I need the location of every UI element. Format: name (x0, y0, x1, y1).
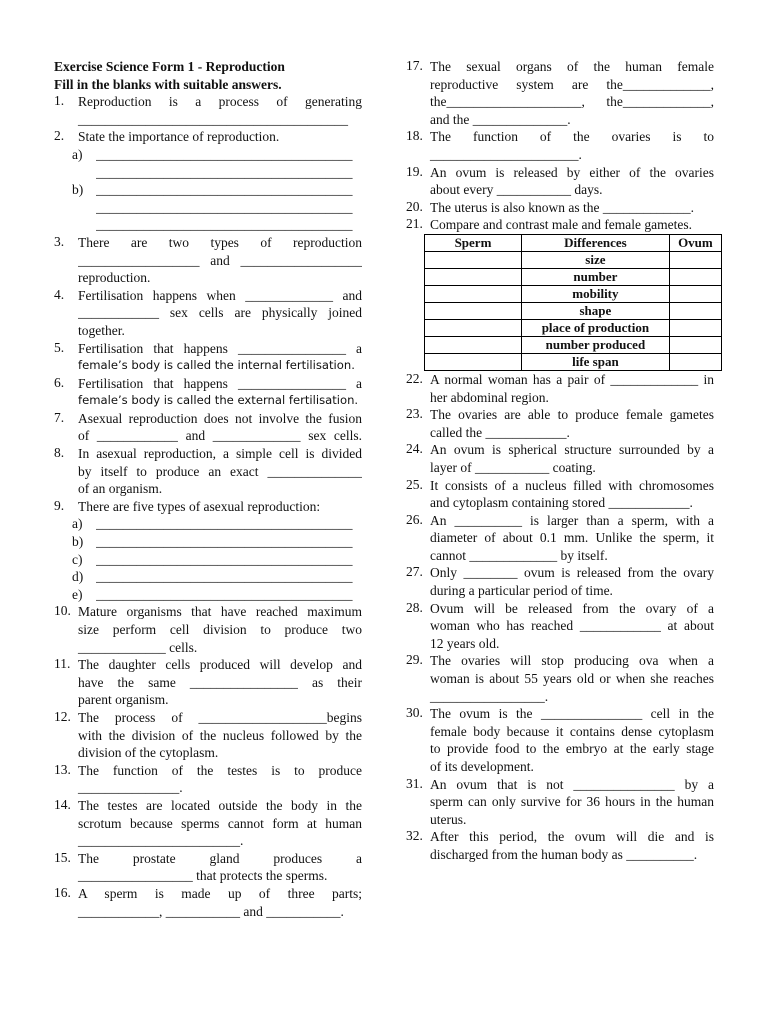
question-11: 11. The daughter cells produced will develop and have the same ________________ as their parent organism. (54, 656, 362, 708)
option-a: a) ______________________________________ (54, 146, 362, 164)
question-5: 5. Fertilisation that happens ________________ a female’s body is called the internal fertilisation. (54, 339, 362, 373)
answer-cell[interactable] (425, 336, 522, 353)
question-7: 7. Asexual reproduction does not involve the fusion of ____________ and _____________ sex cells. (54, 409, 362, 444)
question-26: 26. An __________ is larger than a sperm, with a diameter of about 0.1 mm. Unlike the sperm, it cannot _____________ by itself. (406, 511, 714, 563)
question-19: 19. An ovum is released by either of the ovaries about every ___________ days. (406, 163, 714, 198)
question-4: 4. Fertilisation happens when _____________ and ____________ sex cells are physically joined together. (54, 286, 362, 338)
answer-cell[interactable] (425, 285, 522, 302)
question-12: 12. The process of ___________________begins with the division of the nucleus followed by the division of the cytoplasm. (54, 708, 362, 761)
answer-blank[interactable]: ______________________________________ (96, 164, 353, 180)
answer-cell[interactable] (669, 319, 721, 336)
question-31: 31. An ovum that is not _______________ by a sperm can only survive for 36 hours in the human uterus. (406, 775, 714, 827)
question-25: 25. It consists of a nucleus filled with chromosomes and cytoplasm containing stored ____________. (406, 476, 714, 511)
question-16: 16. A sperm is made up of three parts; ____________, ___________ and ___________. (54, 884, 362, 919)
question-18: 18. The function of the ovaries is to ______________________. (406, 128, 714, 162)
worksheet-title: Exercise Science Form 1 - Reproduction (54, 59, 285, 74)
answer-blank[interactable]: ______________________________________ (96, 586, 353, 602)
answer-blank[interactable]: ______________________________________ (96, 146, 353, 162)
question-8: 8. In asexual reproduction, a simple cell is divided by itself to produce an exact ______________ of an organism. (54, 445, 362, 497)
table-row: number (425, 268, 722, 285)
answer-cell[interactable] (425, 353, 522, 370)
gamete-comparison-table (424, 234, 722, 371)
answer-cell[interactable] (425, 251, 522, 268)
answer-cell[interactable] (669, 268, 721, 285)
answer-blank[interactable]: ______________________________________ (96, 217, 353, 233)
question-1: 1. Reproduction is a process of generating ________________________________________ (54, 93, 362, 127)
table-row: number produced (425, 336, 722, 353)
question-28: 28. Ovum will be released from the ovary of a woman who has reached ____________ at about 12 years old. (406, 599, 714, 651)
question-10: 10. Mature organisms that have reached maximum size perform cell division to produce two _____________ cells. (54, 603, 362, 655)
header-ovum: Ovum (669, 234, 721, 251)
question-22: 22. A normal woman has a pair of _____________ in her abdominal region. (406, 370, 714, 405)
option-e: e) ______________________________________ (54, 586, 362, 604)
header-differences: Differences (522, 234, 670, 251)
question-32: 32. After this period, the ovum will die and is discharged from the human body as __________. (406, 828, 714, 862)
answer-blank[interactable]: ______________________________________ (96, 516, 353, 532)
left-column (54, 58, 362, 920)
table-row: place of production (425, 319, 722, 336)
table-row: mobility (425, 285, 722, 302)
answer-blank[interactable]: ______________________________________ (96, 551, 353, 567)
header-sperm: Sperm (425, 234, 522, 251)
question-15: 15. The prostate gland produces a _________________ that protects the sperms. (54, 849, 362, 884)
answer-cell[interactable] (669, 251, 721, 268)
option-c: c) ______________________________________ (54, 551, 362, 569)
question-30: 30. The ovum is the _______________ cell in the female body because it contains dense cytoplasm to provide food to the embryo at the early stage of its development. (406, 705, 714, 774)
answer-blank[interactable]: ______________________________________ (96, 182, 353, 198)
worksheet-instructions: Fill in the blanks with suitable answers. (54, 76, 282, 92)
option-a: a) ______________________________________ (54, 515, 362, 533)
answer-blank[interactable]: ______________________________________ (96, 199, 353, 215)
question-24: 24. An ovum is spherical structure surrounded by a layer of ___________ coating. (406, 441, 714, 475)
answer-cell[interactable] (425, 319, 522, 336)
right-column (406, 58, 714, 864)
question-20: 20. The uterus is also known as the _____________. (406, 198, 694, 215)
question-9: 9. There are five types of asexual reproduction: (54, 497, 321, 514)
question-3: 3. There are two types of reproduction __________________ and __________________ reproduction. (54, 233, 362, 286)
question-21: 21. Compare and contrast male and female gametes. (406, 216, 693, 233)
answer-blank[interactable]: ________________________________________ (78, 111, 348, 127)
answer-cell[interactable] (425, 268, 522, 285)
table-row: size (425, 251, 722, 268)
answer-cell[interactable] (669, 336, 721, 353)
question-2: 2. State the importance of reproduction. (54, 128, 280, 145)
question-29: 29. The ovaries will stop producing ova when a woman is about 55 years old or when she reaches _________________. (406, 652, 714, 704)
question-27: 27. Only ________ ovum is released from the ovary during a particular period of time. (406, 564, 714, 599)
question-14: 14. The testes are located outside the body in the scrotum because sperms cannot form at human ________________________. (54, 796, 362, 849)
answer-cell[interactable] (669, 302, 721, 319)
answer-cell[interactable] (425, 302, 522, 319)
answer-blank[interactable]: ______________________________________ (96, 569, 353, 585)
answer-cell[interactable] (669, 285, 721, 302)
option-b: b) ______________________________________ (54, 181, 362, 199)
answer-blank[interactable]: ______________________________________ (96, 534, 353, 550)
table-row: shape (425, 302, 722, 319)
question-6: 6. Fertilisation that happens ________________ a female’s body is called the external fertilisation. (54, 374, 362, 408)
question-17: 17. The sexual organs of the human female reproductive system are the_____________, the____________________, the_____________, and the ______________. (406, 58, 714, 127)
answer-cell[interactable] (669, 353, 721, 370)
question-13: 13. The function of the testes is to produce _______________. (54, 761, 362, 796)
question-23: 23. The ovaries are able to produce female gametes called the ____________. (406, 406, 714, 440)
option-b: b) ______________________________________ (54, 533, 362, 551)
option-d: d) ______________________________________ (54, 568, 362, 586)
table-row: life span (425, 353, 722, 370)
